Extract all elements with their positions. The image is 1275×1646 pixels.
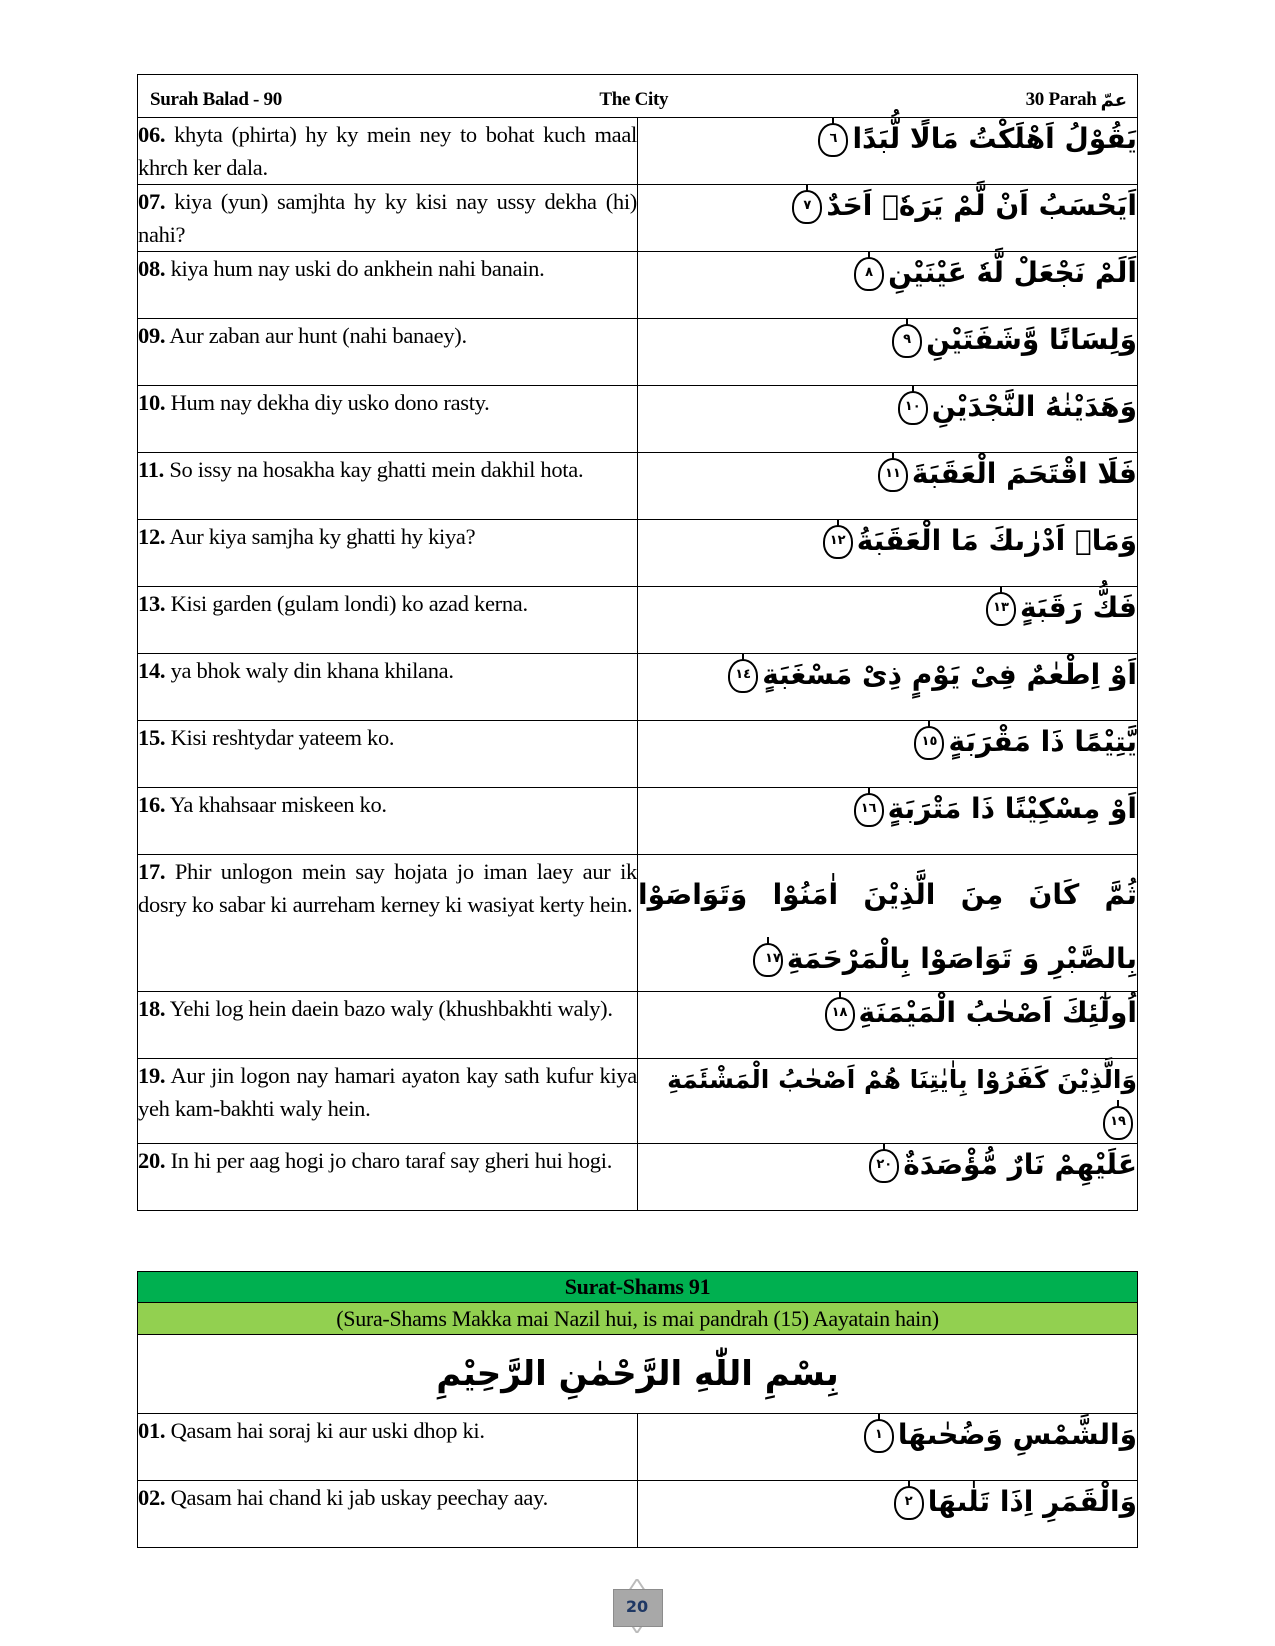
translation-cell bbox=[138, 185, 638, 252]
arabic-text: فَلَا اقْتَحَمَ الْعَقَبَةَ bbox=[911, 457, 1137, 490]
arabic-text: وَالْقَمَرِ اِذَا تَلٰىهَا bbox=[927, 1485, 1137, 1518]
ayah-end-marker-icon: ٦ bbox=[818, 123, 848, 157]
verse-row bbox=[138, 185, 1138, 252]
juz-name-glyph: عمّ bbox=[1100, 89, 1127, 111]
translation-cell bbox=[138, 118, 638, 185]
verse-translation: Phir unlogon mein say hojata jo iman laey aur ik dosry ko sabar ki aurreham kerney ki wasiyat kerty hein. bbox=[138, 859, 637, 917]
verse-number: 11. bbox=[138, 457, 164, 482]
translation-cell bbox=[138, 520, 638, 587]
verse-row bbox=[138, 386, 1138, 453]
arabic-text: وَالَّذِيْنَ كَفَرُوْا بِاٰيٰتِنَا هُمْ اَصْحٰبُ الْمَشْئَمَةِ bbox=[667, 1065, 1137, 1094]
arabic-cell bbox=[638, 319, 1138, 386]
verse-number: 17. bbox=[138, 859, 166, 884]
verse-translation: khyta (phirta) hy ky mein ney to bohat kuch maal khrch ker dala. bbox=[138, 122, 637, 180]
verse-number: 02. bbox=[138, 1485, 166, 1510]
verse-translation: Aur zaban aur hunt (nahi banaey). bbox=[169, 323, 467, 348]
verse-translation: Aur kiya samjha ky ghatti hy kiya? bbox=[169, 524, 476, 549]
ayah-end-marker-icon: ١٠ bbox=[898, 391, 928, 425]
arabic-cell bbox=[638, 185, 1138, 252]
arabic-text: فَكُّ رَقَبَةٍ bbox=[1019, 591, 1137, 624]
ayah-end-marker-icon: ٩ bbox=[892, 324, 922, 358]
verse-number: 13. bbox=[138, 591, 166, 616]
verse-number: 14. bbox=[138, 658, 166, 683]
arabic-cell bbox=[638, 520, 1138, 587]
surah-balad-table bbox=[137, 74, 1138, 1211]
verse-row bbox=[138, 252, 1138, 319]
ayah-end-marker-icon: ٢٠ bbox=[869, 1149, 899, 1183]
verse-translation: Aur jin logon nay hamari ayaton kay sath kufur kiya yeh kam-bakhti waly hein. bbox=[138, 1063, 637, 1121]
translation-cell bbox=[138, 252, 638, 319]
arabic-text: يَّتِيْمًا ذَا مَقْرَبَةٍ bbox=[948, 725, 1137, 758]
verse-row bbox=[138, 992, 1138, 1059]
verse-number: 20. bbox=[138, 1148, 166, 1173]
translation-cell bbox=[138, 721, 638, 788]
ayah-end-marker-icon: ٧ bbox=[792, 190, 822, 224]
arabic-cell bbox=[638, 1414, 1138, 1481]
verse-row bbox=[138, 1059, 1138, 1144]
arabic-text: اَلَمْ نَجْعَلْ لَّهٗ عَيْنَيْنِ bbox=[888, 256, 1137, 289]
ayah-end-marker-icon: ١٧ bbox=[753, 943, 783, 977]
translation-cell bbox=[138, 453, 638, 520]
verse-row bbox=[138, 319, 1138, 386]
verse-row bbox=[138, 520, 1138, 587]
header-surah-name: Surah Balad - 90 bbox=[150, 89, 282, 110]
bismillah: بِسْمِ اللّٰهِ الرَّحْمٰنِ الرَّحِيْمِ bbox=[138, 1335, 1138, 1414]
arabic-text: يَقُوْلُ اَهْلَكْتُ مَالًا لُّبَدًا bbox=[852, 122, 1137, 155]
ayah-end-marker-icon: ١٦ bbox=[854, 793, 884, 827]
running-header bbox=[138, 75, 1138, 118]
translation-cell bbox=[138, 654, 638, 721]
translation-cell bbox=[138, 319, 638, 386]
verse-row bbox=[138, 855, 1138, 992]
surah-subtitle-banner: (Sura-Shams Makka mai Nazil hui, is mai pandrah (15) Aayatain hain) bbox=[138, 1303, 1138, 1335]
verse-translation: kiya hum nay uski do ankhein nahi banain. bbox=[170, 256, 545, 281]
page-number-badge bbox=[607, 1583, 667, 1629]
verse-row bbox=[138, 1414, 1138, 1481]
translation-cell bbox=[138, 992, 638, 1059]
arabic-text: ثُمَّ كَانَ مِنَ الَّذِيْنَ اٰمَنُوْا وَتَوَاصَوْا بِالصَّبْرِ وَ تَوَاصَوْا بِالْمَرْحَمَةِ bbox=[638, 878, 1137, 975]
arabic-cell bbox=[638, 453, 1138, 520]
verse-translation: Kisi reshtydar yateem ko. bbox=[170, 725, 395, 750]
arabic-text: اَوْ اِطْعٰمٌ فِیْ يَوْمٍ ذِیْ مَسْغَبَةٍ bbox=[762, 658, 1137, 691]
verse-translation: Yehi log hein daein bazo waly (khushbakhti waly). bbox=[169, 996, 613, 1021]
verse-number: 10. bbox=[138, 390, 166, 415]
header-parah: 30 Parah bbox=[1025, 89, 1097, 110]
verse-number: 01. bbox=[138, 1418, 166, 1443]
ayah-end-marker-icon: ١٣ bbox=[986, 592, 1016, 626]
verse-row bbox=[138, 788, 1138, 855]
verse-row bbox=[138, 1144, 1138, 1211]
verse-row bbox=[138, 654, 1138, 721]
ayah-end-marker-icon: ٨ bbox=[854, 257, 884, 291]
verse-translation: Qasam hai chand ki jab uskay peechay aay. bbox=[170, 1485, 548, 1510]
arabic-cell bbox=[638, 252, 1138, 319]
verse-translation: Qasam hai soraj ki aur uski dhop ki. bbox=[170, 1418, 485, 1443]
arabic-text: وَهَدَيْنٰهُ النَّجْدَيْنِ bbox=[931, 390, 1137, 423]
verse-row bbox=[138, 721, 1138, 788]
arabic-cell bbox=[638, 855, 1138, 992]
verse-number: 18. bbox=[138, 996, 166, 1021]
arabic-text: وَلِسَانًا وَّشَفَتَيْنِ bbox=[926, 323, 1137, 356]
translation-cell bbox=[138, 386, 638, 453]
surah-shams-section bbox=[137, 1271, 1138, 1548]
translation-cell bbox=[138, 855, 638, 992]
translation-cell bbox=[138, 788, 638, 855]
translation-cell bbox=[138, 1059, 638, 1144]
arabic-cell bbox=[638, 1059, 1138, 1144]
verse-number: 16. bbox=[138, 792, 166, 817]
arabic-cell bbox=[638, 1144, 1138, 1211]
ayah-end-marker-icon: ١٤ bbox=[728, 659, 758, 693]
verse-translation: ya bhok waly din khana khilana. bbox=[170, 658, 454, 683]
ayah-end-marker-icon: ١١ bbox=[878, 458, 908, 492]
page-number: 20 bbox=[625, 1597, 649, 1616]
translation-cell bbox=[138, 587, 638, 654]
arabic-cell bbox=[638, 118, 1138, 185]
arabic-text: اَوْ مِسْكِيْنًا ذَا مَتْرَبَةٍ bbox=[887, 792, 1137, 825]
verse-number: 15. bbox=[138, 725, 166, 750]
arabic-cell bbox=[638, 721, 1138, 788]
verse-row bbox=[138, 453, 1138, 520]
surah-title-banner: Surat-Shams 91 bbox=[138, 1272, 1138, 1303]
translation-cell bbox=[138, 1144, 638, 1211]
verse-number: 12. bbox=[138, 524, 166, 549]
translation-cell bbox=[138, 1414, 638, 1481]
arabic-text: اَيَحْسَبُ اَنْ لَّمْ يَرَهٗۤ اَحَدٌ bbox=[826, 189, 1137, 222]
verse-number: 06. bbox=[138, 122, 166, 147]
ayah-end-marker-icon: ١ bbox=[864, 1419, 894, 1453]
ayah-end-marker-icon: ١٥ bbox=[914, 726, 944, 760]
arabic-text: وَالشَّمْسِ وَضُحٰىهَا bbox=[897, 1418, 1137, 1451]
verse-number: 09. bbox=[138, 323, 166, 348]
arabic-text: وَمَاۤ اَدْرٰىكَ مَا الْعَقَبَةُ bbox=[856, 524, 1137, 557]
arabic-cell bbox=[638, 386, 1138, 453]
arabic-cell bbox=[638, 992, 1138, 1059]
arabic-text: اُولٰٓئِكَ اَصْحٰبُ الْمَيْمَنَةِ bbox=[858, 996, 1137, 1029]
arabic-cell bbox=[638, 1481, 1138, 1548]
verse-translation: Hum nay dekha diy usko dono rasty. bbox=[170, 390, 490, 415]
arabic-text: عَلَيْهِمْ نَارٌ مُّؤْصَدَةٌ bbox=[903, 1148, 1137, 1181]
ayah-end-marker-icon: ١٩ bbox=[1103, 1106, 1133, 1140]
ayah-end-marker-icon: ٢ bbox=[894, 1486, 924, 1520]
arabic-cell bbox=[638, 654, 1138, 721]
verse-translation: Kisi garden (gulam londi) ko azad kerna. bbox=[170, 591, 528, 616]
arabic-cell bbox=[638, 587, 1138, 654]
verse-row bbox=[138, 1481, 1138, 1548]
verse-row bbox=[138, 587, 1138, 654]
ayah-end-marker-icon: ١٨ bbox=[825, 997, 855, 1031]
header-english-title: The City bbox=[599, 89, 669, 110]
verse-translation: In hi per aag hogi jo charo taraf say gheri hui hogi. bbox=[170, 1148, 613, 1173]
verse-number: 19. bbox=[138, 1063, 166, 1088]
arabic-cell bbox=[638, 788, 1138, 855]
verse-translation: So issy na hosakha kay ghatti mein dakhil hota. bbox=[169, 457, 584, 482]
translation-cell bbox=[138, 1481, 638, 1548]
verse-translation: kiya (yun) samjhta hy ky kisi nay ussy dekha (hi) nahi? bbox=[138, 189, 637, 247]
verse-number: 08. bbox=[138, 256, 166, 281]
verse-number: 07. bbox=[138, 189, 166, 214]
verse-row bbox=[138, 118, 1138, 185]
verse-translation: Ya khahsaar miskeen ko. bbox=[169, 792, 387, 817]
ayah-end-marker-icon: ١٢ bbox=[823, 525, 853, 559]
